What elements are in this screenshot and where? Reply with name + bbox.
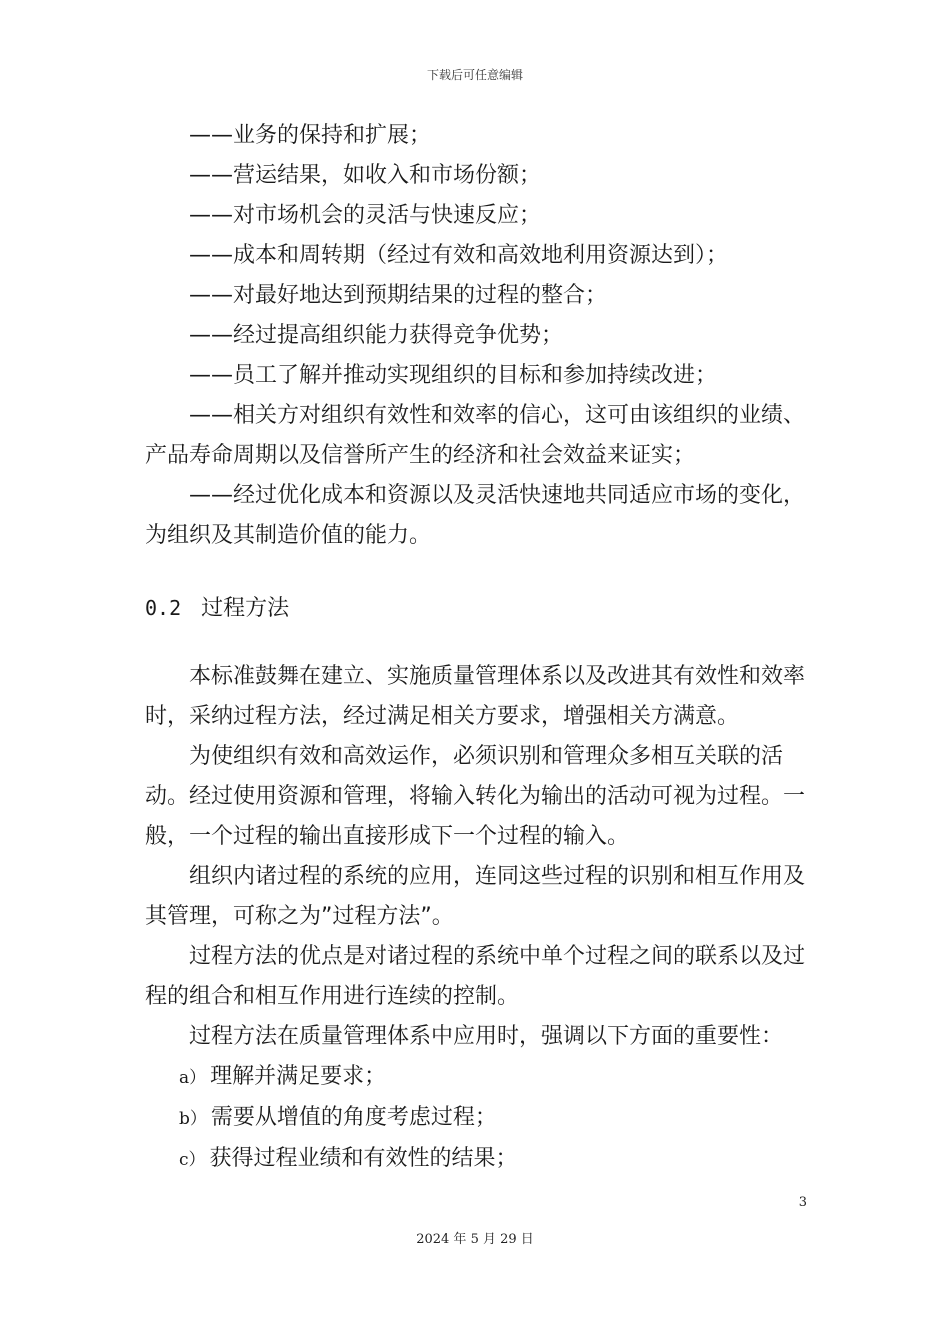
list-marker: c） bbox=[179, 1150, 206, 1170]
body-paragraph: 过程方法在质量管理体系中应用时，强调以下方面的重要性： bbox=[189, 1024, 784, 1049]
list-item bbox=[145, 1098, 825, 1139]
page-number: 3 bbox=[798, 1195, 807, 1210]
bullet-line: ——营运结果，如收入和市场份额； bbox=[189, 163, 542, 188]
body-paragraph: 为使组织有效和高效运作，必须识别和管理众多相互关联的活动。经过使用资源和管理，将输入转化为输出的活动可视为过程。一般，一个过程的输出直接形成下一个过程的输入。 bbox=[145, 744, 806, 849]
section-title: 过程方法 bbox=[201, 596, 290, 621]
list-text: 获得过程业绩和有效性的结果； bbox=[209, 1146, 518, 1171]
body-paragraph: 组织内诸过程的系统的应用，连同这些过程的识别和相互作用及其管理，可称之为”过程方法”。 bbox=[145, 864, 806, 929]
body-paragraph: 过程方法的优点是对诸过程的系统中单个过程之间的联系以及过程的组合和相互作用进行连续的控制。 bbox=[145, 944, 806, 1009]
bullet-line: ——员工了解并推动实现组织的目标和参加持续改进； bbox=[189, 363, 718, 388]
list-text: 需要从增值的角度考虑过程； bbox=[210, 1105, 497, 1130]
bullet-line: ——对最好地达到预期结果的过程的整合； bbox=[189, 283, 608, 308]
list-item bbox=[145, 1057, 825, 1098]
list-marker: b） bbox=[179, 1109, 207, 1129]
bullet-line: ——相关方对组织有效性和效率的信心，这可由该组织的业绩、产品寿命周期以及信誉所产生的经济和社会效益来证实； bbox=[145, 403, 806, 468]
list-item bbox=[145, 1139, 825, 1180]
bullet-line: ——经过优化成本和资源以及灵活快速地共同适应市场的变化，为组织及其制造价值的能力。 bbox=[145, 483, 806, 548]
section-heading bbox=[145, 588, 825, 629]
bullet-line: ——业务的保持和扩展； bbox=[189, 123, 432, 148]
page-footer-date: 2024 年 5 月 29 日 bbox=[416, 1232, 534, 1247]
list-text: 理解并满足要求； bbox=[210, 1064, 387, 1089]
list-marker: a） bbox=[179, 1068, 207, 1088]
bullet-line: ——成本和周转期（经过有效和高效地利用资源达到）； bbox=[189, 243, 729, 268]
body-paragraph: 本标准鼓舞在建立、实施质量管理体系以及改进其有效性和效率时，采纳过程方法，经过满足相关方要求，增强相关方满意。 bbox=[145, 664, 806, 729]
bullet-line: ——经过提高组织能力获得竞争优势； bbox=[189, 323, 564, 348]
document-body bbox=[145, 116, 825, 1180]
bullet-line: ——对市场机会的灵活与快速反应； bbox=[189, 203, 542, 228]
section-number: 0.2 bbox=[145, 596, 182, 620]
page-header: 下载后可任意编辑 bbox=[426, 68, 523, 82]
